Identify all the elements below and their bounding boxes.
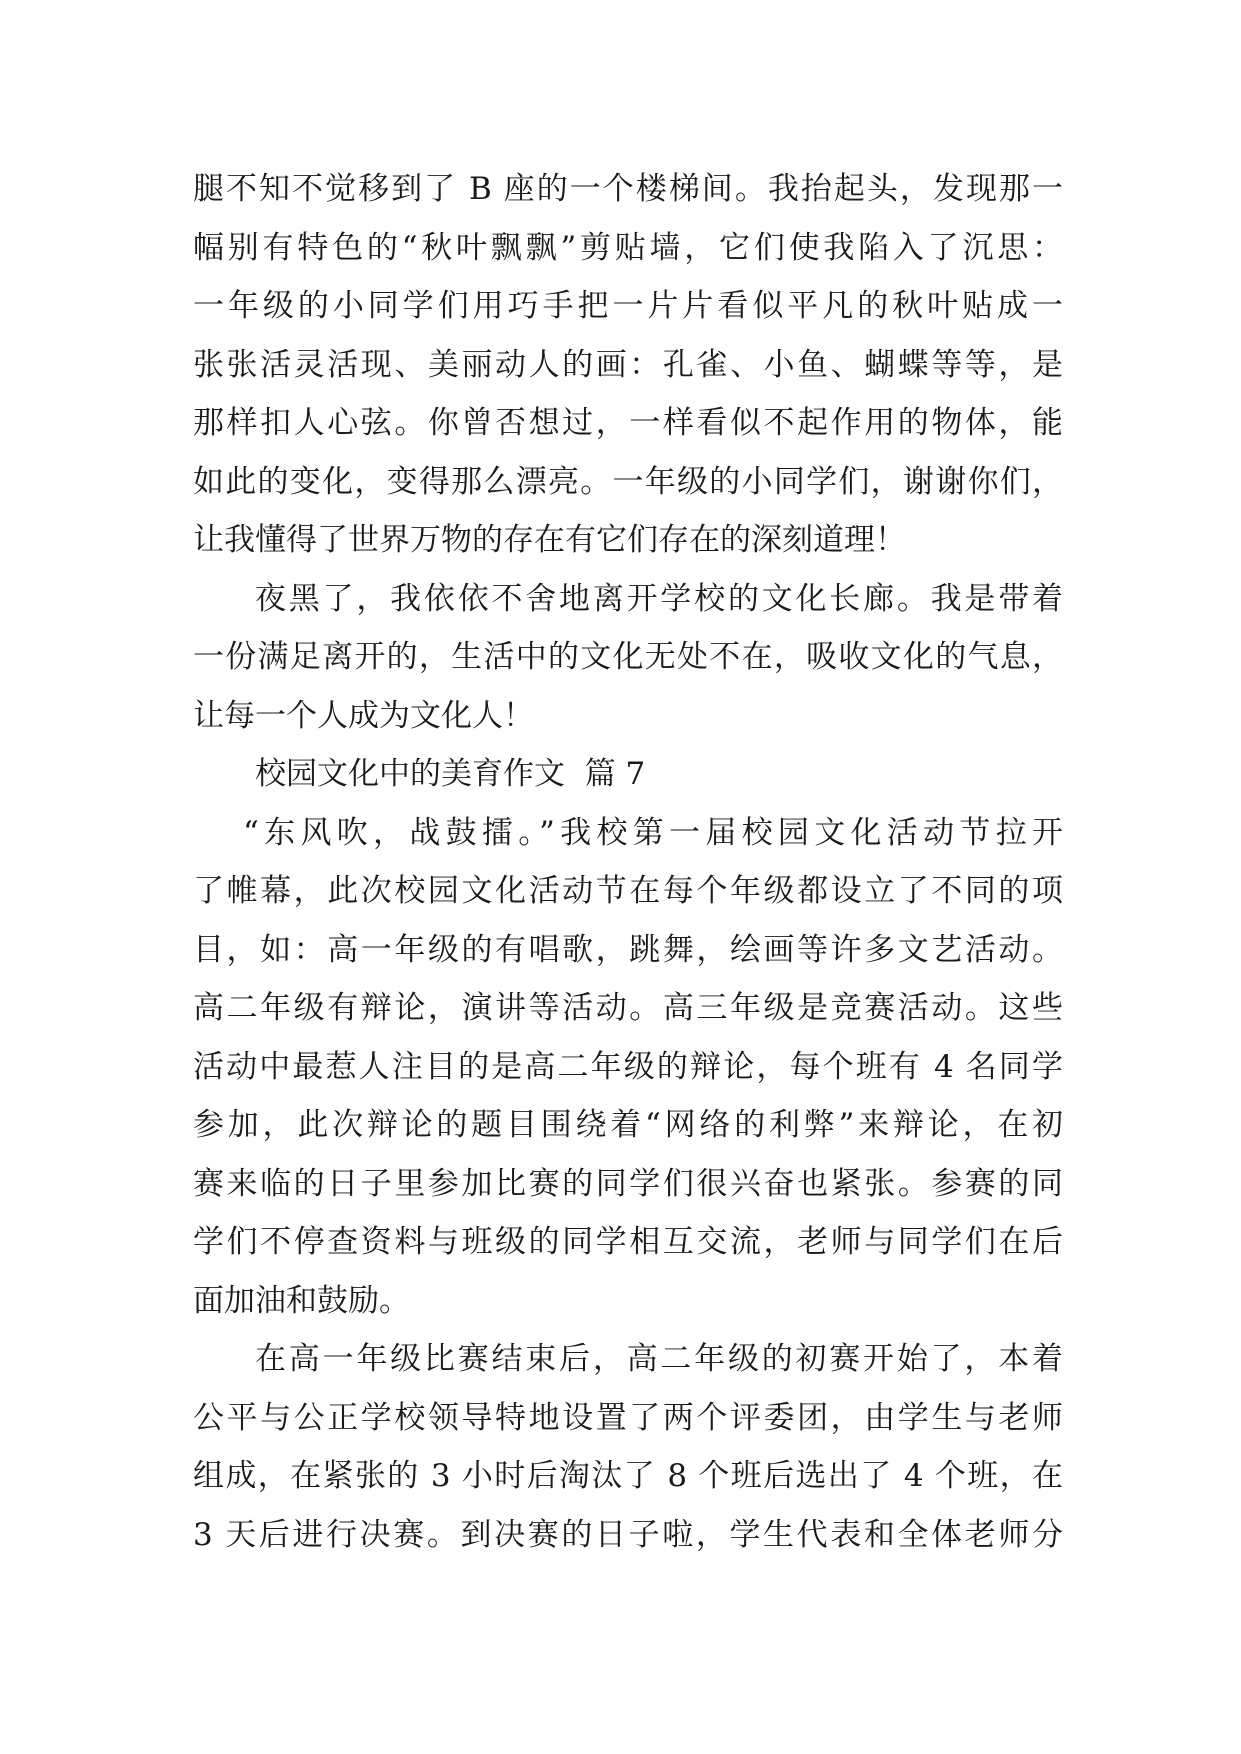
- text-line: 那样扣人心弦。你曾否想过，一样看似不起作用的物体，能: [193, 405, 1063, 441]
- text-line: 目，如：高一年级的有唱歌，跳舞，绘画等许多文艺活动。: [193, 931, 1063, 968]
- text-line: 学们不停查资料与班级的同学相互交流，老师与同学们在后: [193, 1224, 1063, 1260]
- text-line: 公平与公正学校领导特地设置了两个评委团，由学生与老师: [193, 1399, 1063, 1436]
- text-line: 一年级的小同学们用巧手把一片片看似平凡的秋叶贴成一: [193, 288, 1063, 324]
- text-line: 张张活灵活现、美丽动人的画：孔雀、小鱼、蝴蝶等等，是: [193, 346, 1063, 383]
- text-line: 活动中最惹人注目的是高二年级的辩论，每个班有 4 名同学: [193, 1048, 1063, 1085]
- text-line: 在高一年级比赛结束后，高二年级的初赛开始了，本着: [255, 1341, 1063, 1377]
- text-line: 让我懂得了世界万物的存在有它们存在的深刻道理！: [193, 522, 906, 558]
- text-line: 面加油和鼓励。: [193, 1282, 410, 1319]
- section-title: 校园文化中的美育作文 篇 7: [255, 756, 646, 792]
- paragraph-1: [193, 160, 1063, 570]
- text-line: 幅别有特色的“秋叶飘飘”剪贴墙，它们使我陷入了沉思：: [193, 229, 1063, 266]
- text-line: 夜黑了，我依依不舍地离开学校的文化长廊。我是带着: [255, 580, 1063, 617]
- text-line: 如此的变化，变得那么漂亮。一年级的小同学们，谢谢你们，: [193, 463, 1063, 500]
- text-line: 了帷幕，此次校园文化活动节在每个年级都设立了不同的项: [193, 873, 1063, 909]
- paragraph-2: [193, 570, 1063, 746]
- paragraph-4: [193, 1330, 1063, 1564]
- text-line: 组成，在紧张的 3 小时后淘汰了 8 个班后选出了 4 个班，在: [193, 1458, 1063, 1494]
- text-line: 赛来临的日子里参加比赛的同学们很兴奋也紧张。参赛的同: [193, 1165, 1063, 1202]
- text-line: 一份满足离开的，生活中的文化无处不在，吸收文化的气息，: [193, 639, 1063, 675]
- section-heading: [193, 745, 1063, 804]
- text-line: 3 天后进行决赛。到决赛的日子啦，学生代表和全体老师分: [193, 1516, 1063, 1553]
- article-body: [193, 160, 1063, 1564]
- text-line: 腿不知不觉移到了 B 座的一个楼梯间。我抬起头，发现那一: [193, 171, 1063, 207]
- text-line: 高二年级有辩论，演讲等活动。高三年级是竞赛活动。这些: [193, 990, 1063, 1026]
- paragraph-3: [193, 804, 1063, 1331]
- text-line: 让每一个人成为文化人！: [193, 697, 534, 734]
- text-line: “东风吹，战鼓擂。”我校第一届校园文化活动节拉开: [243, 814, 1063, 851]
- text-line: 参加，此次辩论的题目围绕着“网络的利弊”来辩论，在初: [193, 1107, 1063, 1143]
